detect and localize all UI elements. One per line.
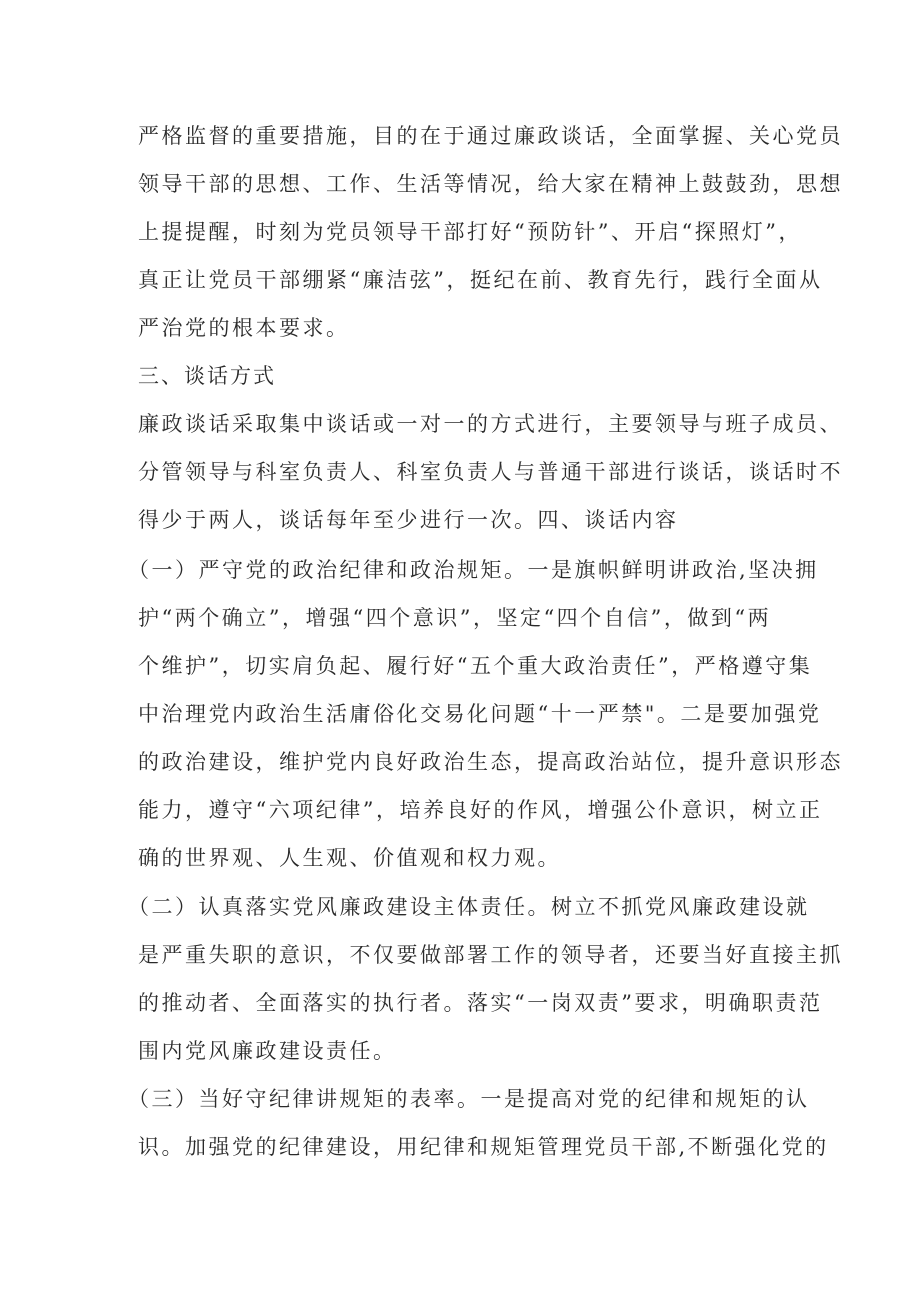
text-line: 个维护”，切实肩负起、履行好“五个重大政治责任”，严格遵守集 <box>138 654 813 678</box>
text-line: （一）严守党的政治纪律和政治规矩。一是旗帜鲜明讲政治,坚决拥 <box>128 558 819 582</box>
text-line: （三）当好守纪律讲规矩的表率。一是提高对党的纪律和规矩的认 <box>128 1087 810 1111</box>
text-line: 廉政谈话采取集中谈话或一对一的方式进行，主要领导与班子成员、 <box>138 412 843 436</box>
text-line: 严格监督的重要措施，目的在于通过廉政谈话，全面掌握、关心党员 <box>138 124 843 148</box>
text-line: 是严重失职的意识，不仅要做部署工作的领导者，还要当好直接主抓 <box>138 943 843 967</box>
text-line: 确的世界观、人生观、价值观和权力观。 <box>138 846 561 870</box>
text-line: （二）认真落实党风廉政建设主体责任。树立不抓党风廉政建设就 <box>128 895 810 919</box>
text-line: 分管领导与科室负责人、科室负责人与普通干部进行谈话，谈话时不 <box>138 460 843 484</box>
section-heading: 三、谈话方式 <box>138 364 276 388</box>
text-line: 护“两个确立”，增强“四个意识”，坚定“四个自信”，做到“两 <box>138 606 772 630</box>
text-line: 真正让党员干部绷紧“廉洁弦”，挺纪在前、教育先行，践行全面从 <box>138 268 823 292</box>
text-line: 的推动者、全面落实的执行者。落实“一岗双责”要求，明确职责范 <box>138 991 823 1015</box>
text-line: 围内党风廉政建设责任。 <box>138 1039 397 1063</box>
text-line: 领导干部的思想、工作、生活等情况，给大家在精神上鼓鼓劲，思想 <box>138 172 843 196</box>
text-line: 严治党的根本要求。 <box>138 316 350 340</box>
text-line: 中治理党内政治生活庸俗化交易化问题“十一严禁"。二是要加强党 <box>138 702 822 726</box>
text-line: 识。加强党的纪律建设，用纪律和规矩管理党员干部,不断强化党的 <box>138 1135 829 1159</box>
text-line: 能力，遵守“六项纪律”，培养良好的作风，增强公仆意识，树立正 <box>138 798 823 822</box>
text-line: 的政治建设，维护党内良好政治生态，提高政治站位，提升意识形态 <box>138 750 843 774</box>
text-line: 得少于两人，谈话每年至少进行一次。四、谈话内容 <box>138 508 679 532</box>
text-line: 上提提醒，时刻为党员领导干部打好“预防针”、开启“探照灯”， <box>138 220 802 244</box>
